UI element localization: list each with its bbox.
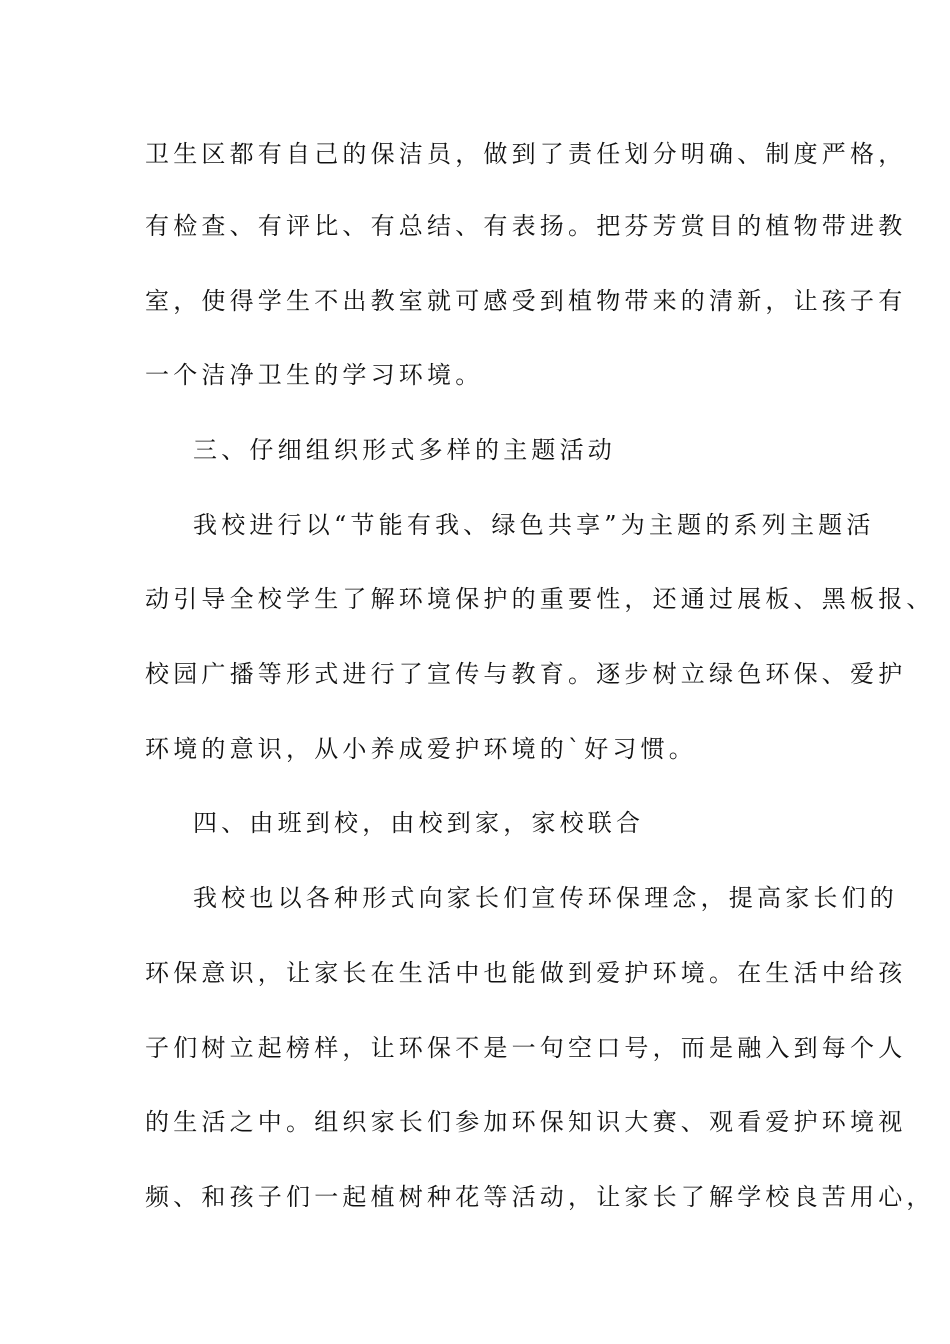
text-line: 一个洁净卫生的学习环境。 [145, 361, 484, 389]
text-line: 有检查、有评比、有总结、有表扬。把芬芳赏目的植物带进教 [145, 212, 907, 240]
text-line: 动引导全校学生了解环境保护的重要性，还通过展板、黑板报、 [145, 585, 935, 613]
section-heading: 三、仔细组织形式多样的主题活动 [193, 436, 616, 464]
text-line: 室，使得学生不出教室就可感受到植物带来的清新，让孩子有 [145, 287, 907, 315]
text-line: 环保意识，让家长在生活中也能做到爱护环境。在生活中给孩 [145, 959, 907, 987]
text-line: 我校进行以“节能有我、绿色共享”为主题的系列主题活 [193, 511, 875, 539]
text-line: 校园广播等形式进行了宣传与教育。逐步树立绿色环保、爱护 [145, 660, 907, 688]
section-heading: 四、由班到校，由校到家，家校联合 [193, 809, 645, 837]
text-line: 环境的意识，从小养成爱护环境的`好习惯。 [145, 735, 697, 763]
text-line: 子们树立起榜样，让环保不是一句空口号，而是融入到每个人 [145, 1034, 907, 1062]
text-line: 我校也以各种形式向家长们宣传环保理念，提高家长们的 [193, 884, 898, 912]
text-line: 卫生区都有自己的保洁员，做到了责任划分明确、制度严格， [145, 140, 907, 168]
text-line: 频、和孩子们一起植树种花等活动，让家长了解学校良苦用心， [145, 1183, 935, 1211]
text-line: 的生活之中。组织家长们参加环保知识大赛、观看爱护环境视 [145, 1108, 907, 1136]
